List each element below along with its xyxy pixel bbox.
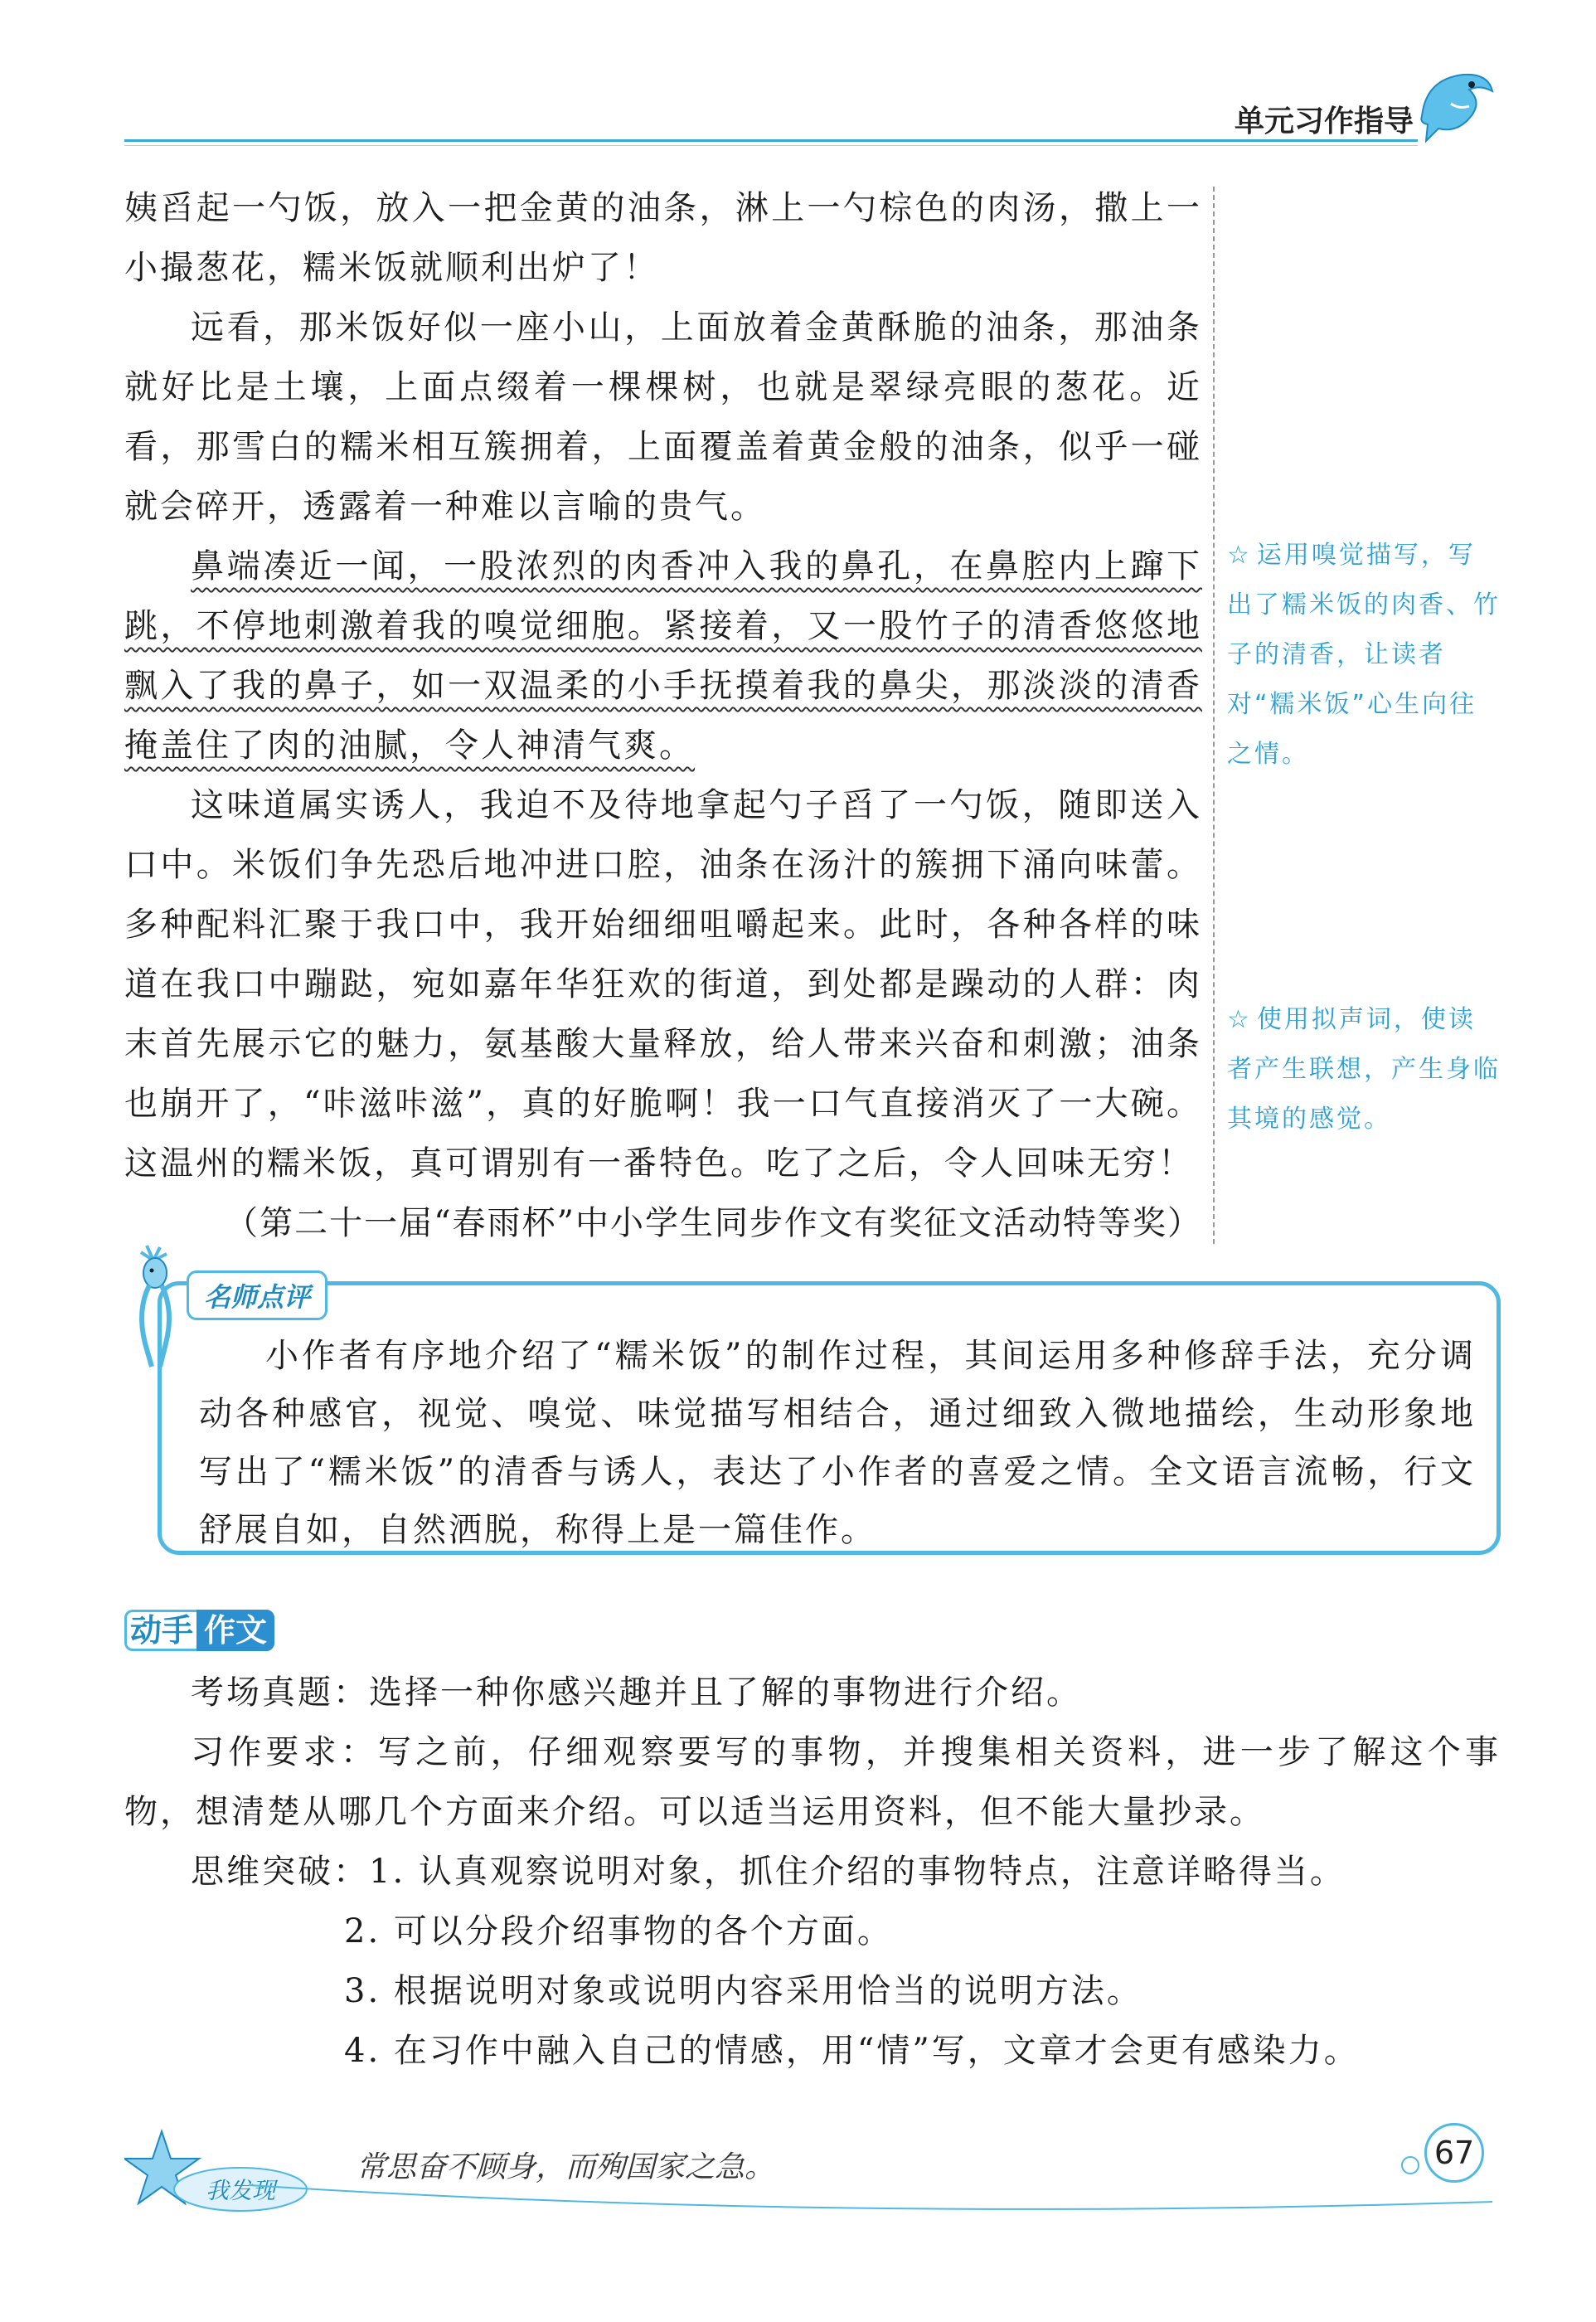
teacher-comment-text (199, 1327, 1476, 1559)
star-icon: ☆ (1227, 1005, 1252, 1034)
margin-note-text: 使用拟声词，使读者产生联想，产生身临其境的感觉。 (1227, 1005, 1501, 1134)
article-paragraph: 远看，那米饭好似一座小山，上面放着金黄酥脆的油条，那油条就好比是土壤，上面点缀着一棵棵树，也就是翠绿亮眼的葱花。近看，那雪白的糯米相互簇拥着，上面覆盖着黄金般的油条，似乎一碰就会碎开，透露着一种难以言喻的贵气。 (124, 308, 1202, 526)
task-thinking-step (124, 1842, 1501, 1902)
task-step: 2. 可以分段介绍事物的各个方面。 (344, 1912, 893, 1950)
star-icon: ☆ (1227, 541, 1252, 570)
header-divider-thin (124, 145, 1418, 146)
task-topic: 考场真题：选择一种你感兴趣并且了解的事物进行介绍。 (191, 1673, 1082, 1712)
task-step: 4. 在习作中融入自己的情感，用“情”写，文章才会更有感染力。 (344, 2032, 1360, 2070)
footer-wave-line (249, 2177, 1492, 2227)
margin-note (1227, 531, 1501, 780)
section-tag (124, 1605, 274, 1650)
header-divider (124, 139, 1418, 142)
writing-task (124, 1663, 1501, 2081)
footer-quote: 常思奋不顾身，而殉国家之急。 (357, 2150, 775, 2184)
article-paragraph: 这味道属实诱人，我迫不及待地拿起勺子舀了一勺饭，随即送入口中。米饭们争先恐后地冲进口腔，油条在汤汁的簇拥下涌向味蕾。多种配料汇聚于我口中，我开始细细咀嚼起来。此时，各种各样的味道在我口中蹦跶，宛如嘉年华狂欢的街道，到处都是躁动的人群：肉末首先展示它的魅力，氨基酸大量释放，给人带来兴奋和刺激；油条也崩开了，“咔滋咔滋”，真的好脆啊！我一口气直接消灭了一大碗。这温州的糯米饭，真可谓别有一番特色。吃了之后，令人回味无穷！ (124, 786, 1202, 1183)
article-paragraph: 姨舀起一勺饭，放入一把金黄的油条，淋上一勺棕色的肉汤，撒上一小撮葱花，糯米饭就顺利出炉了！ (124, 189, 1202, 287)
margin-note (1227, 995, 1501, 1144)
page-dot-icon (1401, 2156, 1419, 2174)
dolphin-icon (1409, 58, 1501, 149)
footer-badge-text: 我发现 (205, 2177, 276, 2204)
margin-separator (1213, 187, 1215, 1244)
page-header-title: 单元习作指导 (1234, 104, 1414, 138)
teacher-comment-label: 名师点评 (187, 1270, 327, 1320)
section-tag-part-b: 作文 (196, 1610, 274, 1651)
margin-note-text: 运用嗅觉描写，写出了糯米饭的肉香、竹子的清香，让读者对“糯米饭”心生向往之情。 (1227, 541, 1501, 769)
task-requirement: 习作要求：写之前，仔细观察要写的事物，并搜集相关资料，进一步了解这个事物，想清楚从哪几个方面来介绍。可以适当运用资料，但不能大量抄录。 (124, 1733, 1501, 1831)
article-body (124, 178, 1202, 1253)
wavy-underlined-text: 鼻端凑近一闻，一股浓烈的肉香冲入我的鼻孔，在鼻腔内上蹿下跳，不停地刺激着我的嗅觉细胞。紧接着，又一股竹子的清香悠悠地飘入了我的鼻子，如一双温柔的小手抚摸着我的鼻尖，那淡淡的清香掩盖住了肉的油腻，令人神清气爽。 (124, 547, 1202, 765)
article-paragraph-underlined (124, 537, 1202, 775)
section-tag-part-a: 动手 (124, 1610, 196, 1651)
task-step: 3. 根据说明对象或说明内容采用恰当的说明方法。 (344, 1972, 1142, 2010)
task-step: 1. 认真观察说明对象，抓住介绍的事物特点，注意详略得当。 (369, 1853, 1346, 1891)
article-source: （第二十一届“春雨杯”中小学生同步作文有奖征文活动特等奖） (225, 1204, 1202, 1242)
task-thinking-label: 思维突破： (191, 1853, 369, 1891)
page-number: 67 (1424, 2123, 1484, 2183)
teacher-comment-paragraph: 小作者有序地介绍了“糯米饭”的制作过程，其间运用多种修辞手法，充分调动各种感官，视觉、嗅觉、味觉描写相结合，通过细致入微地描绘，生动形象地写出了“糯米饭”的清香与诱人，表达了小作者的喜爱之情。全文语言流畅，行文舒展自如，自然洒脱，称得上是一篇佳作。 (199, 1337, 1476, 1549)
